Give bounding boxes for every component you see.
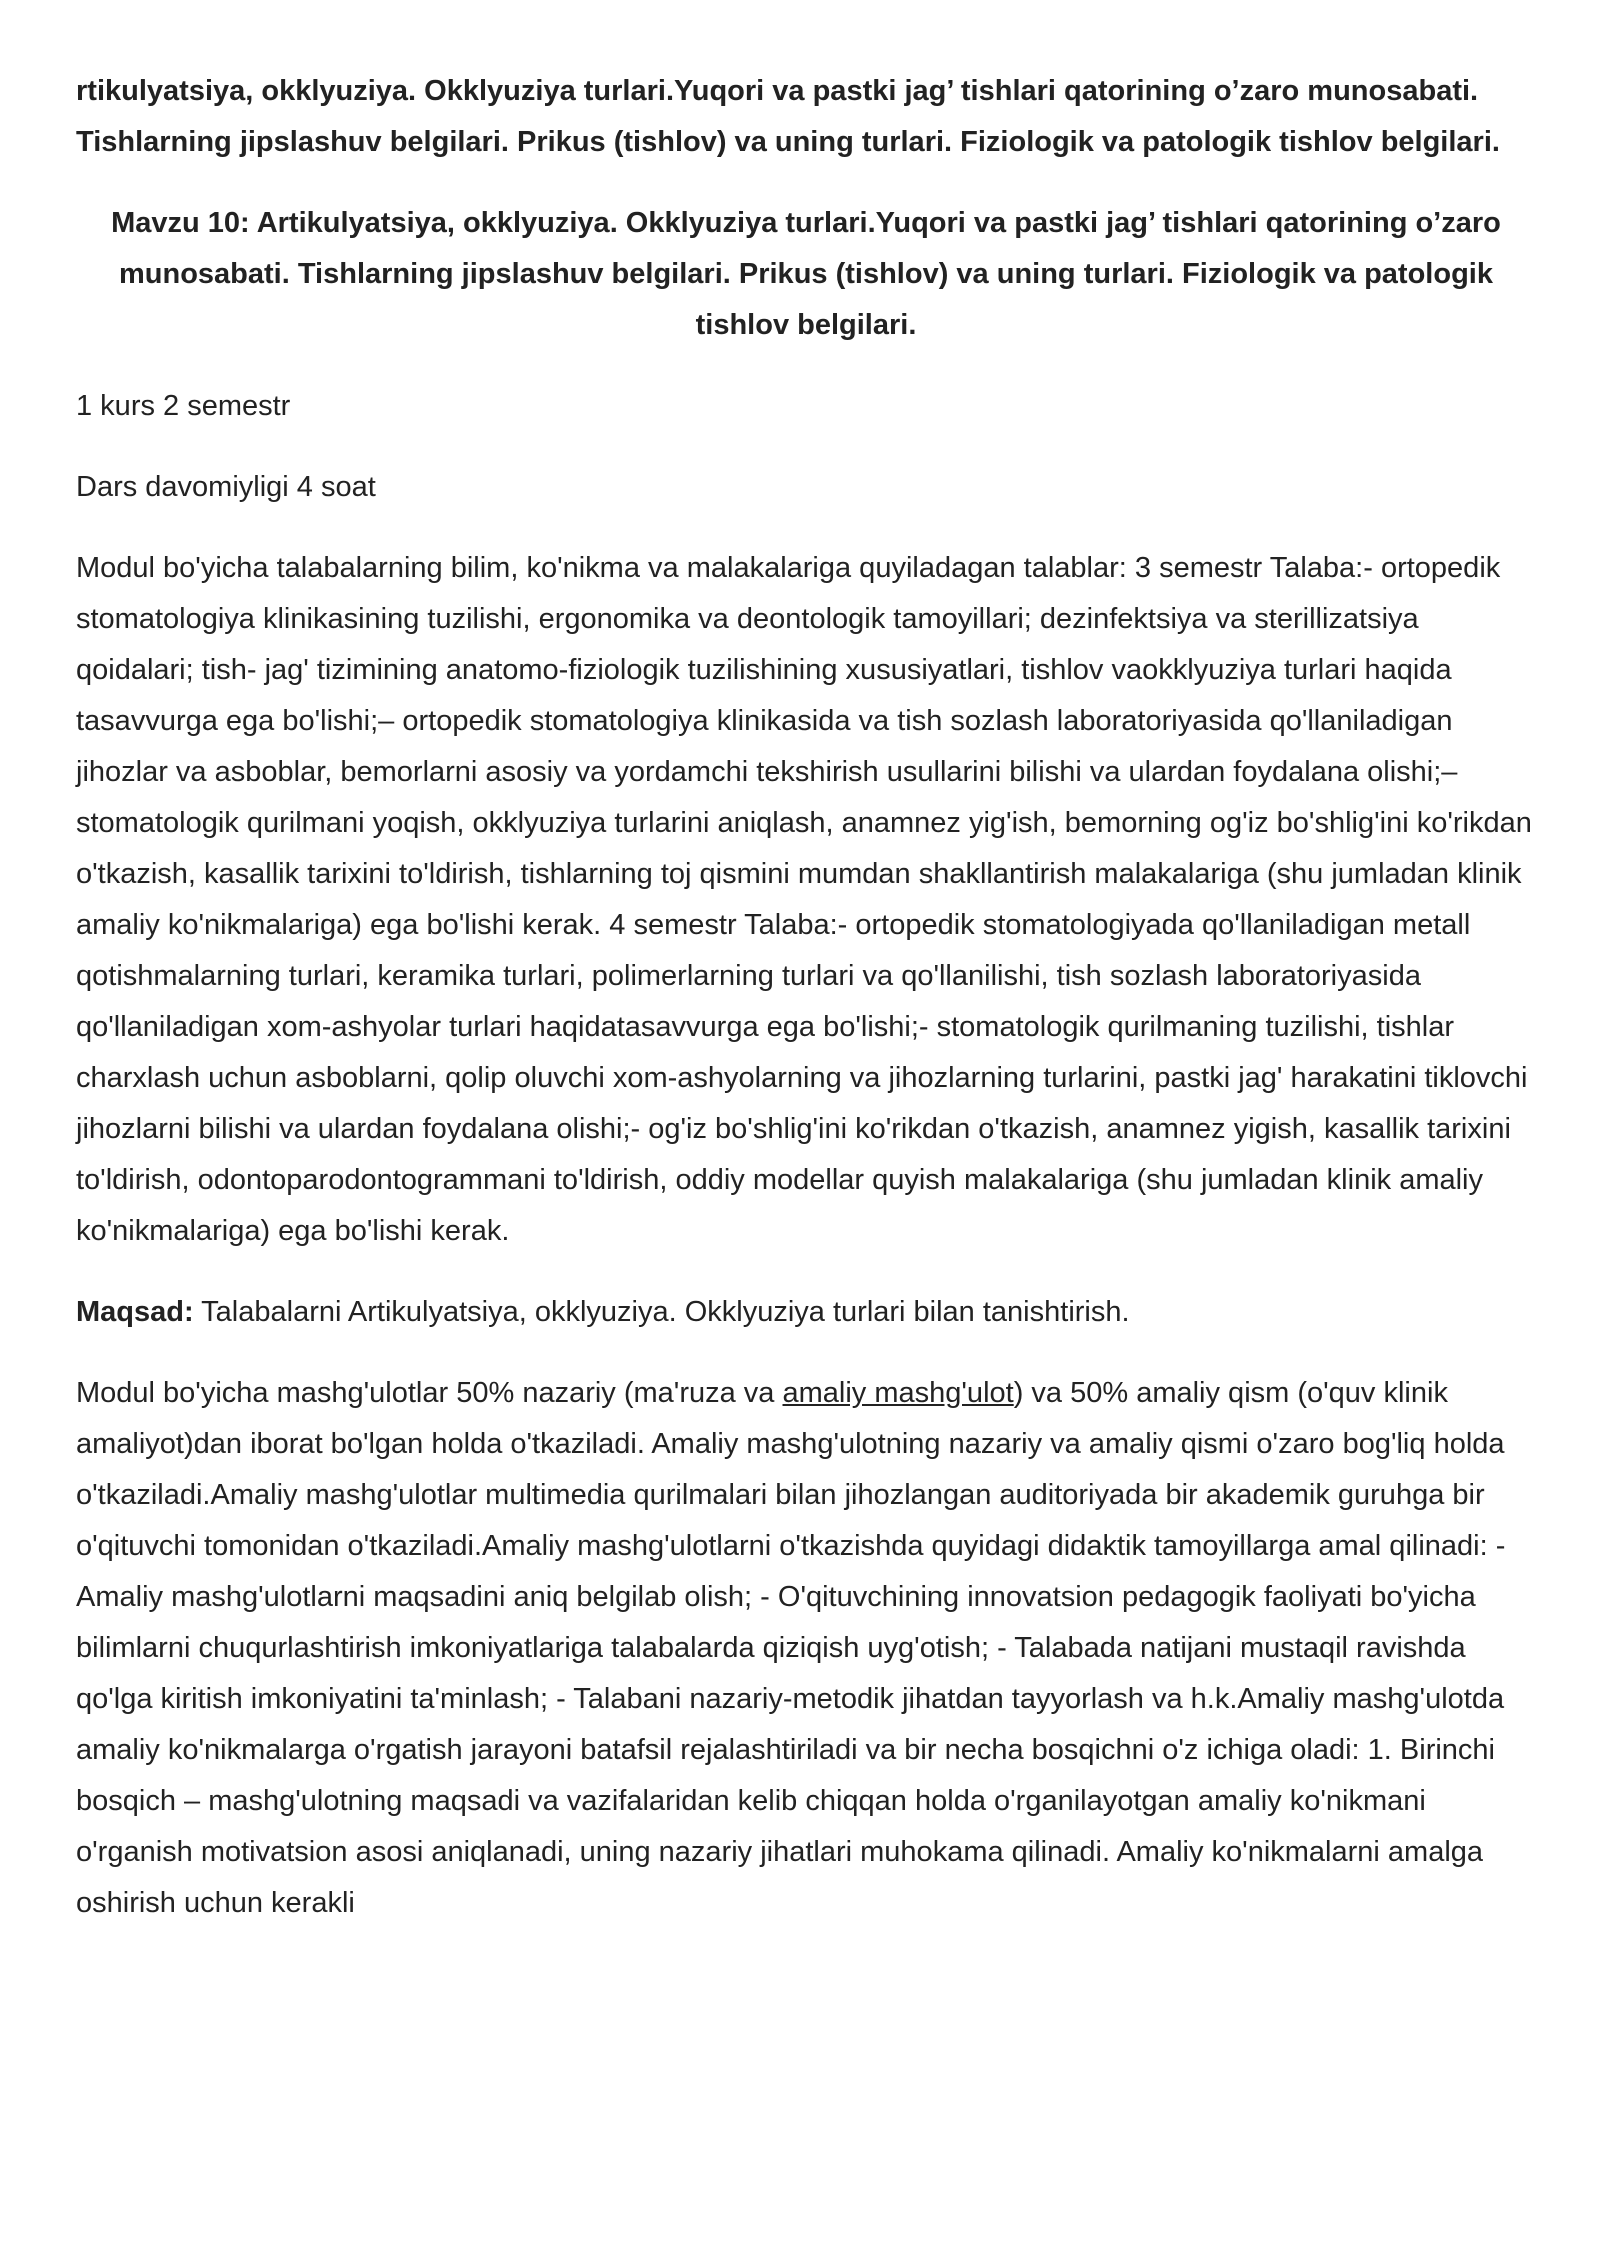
topic-heading: Mavzu 10: Artikulyatsiya, okklyuziya. Okklyuziya turlari.Yuqori va pastki jag’ tishlari qatorining o’zaro munosabati. Tishlarning jipslashuv belgilari. Prikus (tishlov) va uning turlari. Fiziologik va patologik tishlov belgilari. bbox=[111, 207, 1501, 341]
goal-text: Talabalarni Artikulyatsiya, okklyuziya. Okklyuziya turlari bilan tanishtirish. bbox=[193, 1296, 1130, 1328]
module-lessons-text-end: ) va 50% amaliy qism (o'quv klinik amaliyot)dan iborat bo'lgan holda o'tkaziladi. Amaliy mashg'ulotning nazariy va amaliy qismi o'zaro bog'liq holda o'tkaziladi.Amaliy mashg'ulotlar multimedia qurilmalari bilan jihozlangan auditoriyada bir akademik guruhga bir o'qituvchi tomonidan o'tkaziladi.Amaliy mashg'ulotlarni o'tkazishda quyidagi didaktik tamoyillarga amal qilinadi: - Amaliy mashg'ulotlarni maqsadini aniq belgilab olish; - O'qituvchining innovatsion pedagogik faoliyati bo'yicha bilimlarni chuqurlashtirish imkoniyatlariga talabalarda qiziqish uyg'otish; - Talabada natijani mustaqil ravishda qo'lga kiritish imkoniyatini ta'minlash; - Talabani nazariy-metodik jihatdan tayyorlash va h.k.Amaliy mashg'ulotda amaliy ko'nikmalarga o'rgatish jarayoni batafsil rejalashtiriladi va bir necha bosqichni o'z ichiga oladi: 1. Birinchi bosqich – mashg'ulotning maqsadi va vazifalaridan kelib chiqqan holda o'rganilayotgan amaliy ko'nikmani o'rganish motivatsion asosi aniqlanadi, uning nazariy jihatlari muhokama qilinadi. Amaliy ko'nikmalarni amalga oshirish uchun kerakli bbox=[76, 1377, 1506, 1919]
goal-label: Maqsad: bbox=[76, 1296, 194, 1328]
course-info: 1 kurs 2 semestr bbox=[76, 390, 291, 422]
goal-paragraph bbox=[76, 1287, 1536, 1338]
document-page bbox=[76, 66, 1536, 1929]
module-lessons-text-start: Modul bo'yicha mashg'ulotlar 50% nazariy (ma'ruza va bbox=[76, 1377, 783, 1409]
amaliy-mashgulot-link[interactable]: amaliy mashg'ulot bbox=[782, 1377, 1014, 1409]
duration-info: Dars davomiyligi 4 soat bbox=[76, 471, 376, 503]
intro-paragraph: rtikulyatsiya, okklyuziya. Okklyuziya turlari.Yuqori va pastki jag’ tishlari qatorining o’zaro munosabati. Tishlarning jipslashuv belgilari. Prikus (tishlov) va uning turlari. Fiziologik va patologik tishlov belgilari. bbox=[76, 75, 1500, 158]
module-requirements-paragraph: Modul bo'yicha talabalarning bilim, ko'nikma va malakalariga quyiladagan talablar: 3 semestr Talaba:- ortopedik stomatologiya klinikasining tuzilishi, ergonomika va deontologik tamoyillari; dezinfektsiya va sterillizatsiya qoidalari; tish- jag' tizimining anatomo-fiziologik tuzilishining xususiyatlari, tishlov vaokklyuziya turlari haqida tasavvurga ega bo'lishi;– ortopedik stomatologiya klinikasida va tish sozlash laboratoriyasida qo'llaniladigan jihozlar va asboblar, bemorlarni asosiy va yordamchi tekshirish usullarini bilishi va ulardan foydalana olishi;– stomatologik qurilmani yoqish, okklyuziya turlarini aniqlash, anamnez yig'ish, bemorning og'iz bo'shlig'ini ko'rikdan o'tkazish, kasallik tarixini to'ldirish, tishlarning toj qismini mumdan shakllantirish malakalariga (shu jumladan klinik amaliy ko'nikmalariga) ega bo'lishi kerak. 4 semestr Talaba:- ortopedik stomatologiyada qo'llaniladigan metall qotishmalarning turlari, keramika turlari, polimerlarning turlari va qo'llanilishi, tish sozlash laboratoriyasida qo'llaniladigan xom-ashyolar turlari haqidatasavvurga ega bo'lishi;- stomatologik qurilmaning tuzilishi, tishlar charxlash uchun asboblarni, qolip oluvchi xom-ashyolarning va jihozlarning turlarini, pastki jag' harakatini tiklovchi jihozlarni bilishi va ulardan foydalana olishi;- og'iz bo'shlig'ini ko'rikdan o'tkazish, anamnez yigish, kasallik tarixini to'ldirish, odontoparodontogrammani to'ldirish, oddiy modellar quyish malakalariga (shu jumladan klinik amaliy ko'nikmalariga) ega bo'lishi kerak. bbox=[76, 552, 1532, 1247]
module-lessons-paragraph bbox=[76, 1368, 1536, 1929]
